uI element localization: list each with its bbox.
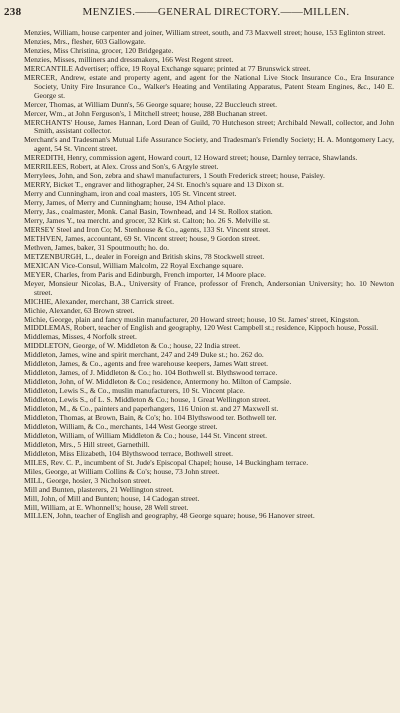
directory-entry: MILLEN, John, teacher of English and geography, 48 George square; house, 96 Hanover street. [24, 511, 315, 521]
directory-entry: MEXICAN Vice-Consul, William Malcolm, 22 Royal Exchange square. [24, 260, 244, 270]
directory-entry: METZENBURGH, L., dealer in Foreign and British skins, 78 Stockwell street. [24, 251, 265, 261]
directory-entry: Merry, James Y., tea mercht. and grocer, 32 Kirk st. Calton; ho. 26 S. Melville st. [24, 216, 270, 226]
directory-entry: Middleton, M., & Co., painters and paperhangers, 116 Union st. and 27 Maxwell st. [24, 404, 279, 414]
directory-entry: MERRILEES, Robert, at Alex. Cross and Son's, 6 Argyle street. [24, 162, 219, 172]
directory-entry: Middleton, Lewis S., & Co., muslin manufacturers, 10 St. Vincent place. [24, 386, 245, 396]
directory-entry: Michie, George, plain and fancy muslin manufacturer, 20 Howard street; house, 10 St. James' street, Kingston. [24, 314, 360, 324]
directory-entry: Middleton, James, of J. Middleton & Co.; ho. 104 Bothwell st. Blythswood terrace. [24, 368, 278, 378]
directory-entry: Middleton, William, of William Middleton & Co.; house, 144 St. Vincent street. [24, 430, 267, 440]
directory-entry: Middleton, James, wine and spirit merchant, 247 and 249 Duke st.; ho. 262 do. [24, 350, 264, 360]
directory-entry: MERCANTILE Advertiser; office, 19 Royal Exchange square; printed at 77 Brunswick street. [24, 63, 311, 73]
directory-entry: Menzies, Mrs., flesher, 603 Gallowgate. [24, 36, 146, 46]
directory-entry: Middleton, Thomas, at Brown, Bain, & Co's; ho. 104 Blythswood ter. Bothwell ter. [24, 412, 277, 422]
directory-entry: Merry, James, of Merry and Cunningham; house, 194 Athol place. [24, 198, 226, 208]
directory-entry: MERCER, Andrew, estate and property agent, and agent for the National Live Stock Insurance Co., Era Insurance Society, Unity Fire Insurance Co., Walker's Heating and Ventilating Apparatus, Patent Steam Engines, &c., 140 E. George st. [24, 72, 394, 100]
directory-entry: Mercer, Wm., at John Ferguson's, 1 Mitchell street; house, 288 Buchanan street. [24, 108, 268, 118]
directory-entry: Merchant's and Tradesman's Mutual Life Assurance Society, and Tradesman's Friendly Society; H. A. Montgomery Lacy, agent, 54 St. Vincent street. [24, 135, 394, 154]
directory-entry: Merry and Cunningham, iron and coal masters, 105 St. Vincent street. [24, 189, 237, 199]
directory-entry: Middlemas, Misses, 4 Norfolk street. [24, 332, 137, 342]
directory-entry: Middleton, Lewis S., of L. S. Middleton & Co.; house, 1 Great Wellington street. [24, 395, 271, 405]
directory-entry: MIDDLETON, George, of W. Middleton & Co.; house, 22 India street. [24, 341, 241, 351]
directory-entry: Meyer, Monsieur Nicolas, B.A., University of France, professor of French, Andersonian University; ho. 10 Newton street. [24, 278, 394, 297]
directory-entry: Middleton, William, & Co., merchants, 144 West George street. [24, 421, 218, 431]
directory-entry: Merry, Jas., coalmaster, Monk. Canal Basin, Townhead, and 14 St. Rollox station. [24, 207, 273, 217]
directory-entry: MIDDLEMAS, Robert, teacher of English and geography, 120 West Campbell st.; residence, Kippoch house, Possil. [24, 323, 379, 333]
directory-entry: METHVEN, James, accountant, 69 St. Vincent street; house, 9 Gordon street. [24, 233, 261, 243]
page-number: 238 [4, 6, 22, 18]
directory-entry: MILL, George, hosier, 3 Nicholson street. [24, 475, 152, 485]
directory-entry: Michie, Alexander, 63 Brown street. [24, 305, 135, 315]
directory-entry: Middleton, John, of W. Middleton & Co.; residence, Antermony ho. Milton of Campsie. [24, 377, 292, 387]
directory-entry: Menzies, Misses, milliners and dressmakers, 166 West Regent street. [24, 54, 234, 64]
directory-entry: Mill, William, at E. Whonnell's; house, 28 Well street. [24, 502, 189, 512]
directory-entry: MERRY, Bicket T., engraver and lithographer, 24 St. Enoch's square and 13 Dixon st. [24, 180, 284, 190]
directory-entry: Menzies, Miss Christina, grocer, 120 Bridgegate. [24, 45, 174, 55]
directory-entries [24, 29, 394, 521]
directory-entry: Miles, George, at William Collins & Co's; house, 73 John street. [24, 466, 220, 476]
directory-entry: Menzies, William, house carpenter and joiner, William street, south, and 73 Maxwell street; house, 153 Eglinton street. [24, 28, 386, 37]
directory-entry: Methven, James, baker, 31 Spoutmouth; ho. do. [24, 242, 170, 252]
directory-entry: MEREDITH, Henry, commission agent, Howard court, 12 Howard street; house, Darnley terrace, Shawlands. [24, 153, 358, 163]
directory-entry: MEYER, Charles, from Paris and Edinburgh, French importer, 14 Moore place. [24, 269, 266, 279]
directory-entry: MICHIE, Alexander, merchant, 38 Carrick street. [24, 296, 175, 306]
directory-entry: Mill, John, of Mill and Bunten; house, 14 Cadogan street. [24, 493, 200, 503]
directory-entry: Mercer, Thomas, at William Dunn's, 56 George square; house, 22 Buccleuch street. [24, 99, 277, 109]
directory-entry: Middleton, Miss Elizabeth, 104 Blythswood terrace, Bothwell street. [24, 448, 234, 458]
directory-entry: MERCHANTS' House, James Hannan, Lord Dean of Guild, 70 Hutcheson street; Archibald Newall, collector, and John Smith, assistant collector. [24, 117, 394, 136]
directory-entry: MERSEY Steel and Iron Co; M. Stenhouse & Co., agents, 133 St. Vincent street. [24, 224, 271, 234]
running-title: MENZIES.——GENERAL DIRECTORY.——MILLEN. [82, 6, 350, 18]
directory-entry: Middleton, James, & Co., agents and free warehouse keepers, James Watt street. [24, 359, 269, 369]
directory-entry: Mill and Bunten, plasterers, 21 Wellington street. [24, 484, 174, 494]
directory-entry: MILES, Rev. C. P., incumbent of St. Jude's Episcopal Chapel; house, 14 Buckingham terrace. [24, 457, 309, 467]
directory-entry: Middleton, Mrs., 5 Hill street, Garnethill. [24, 439, 150, 449]
page-header [4, 6, 394, 24]
directory-entry: Merrylees, John, and Son, zebra and shawl manufacturers, 1 South Frederick street; house, Paisley. [24, 171, 325, 181]
